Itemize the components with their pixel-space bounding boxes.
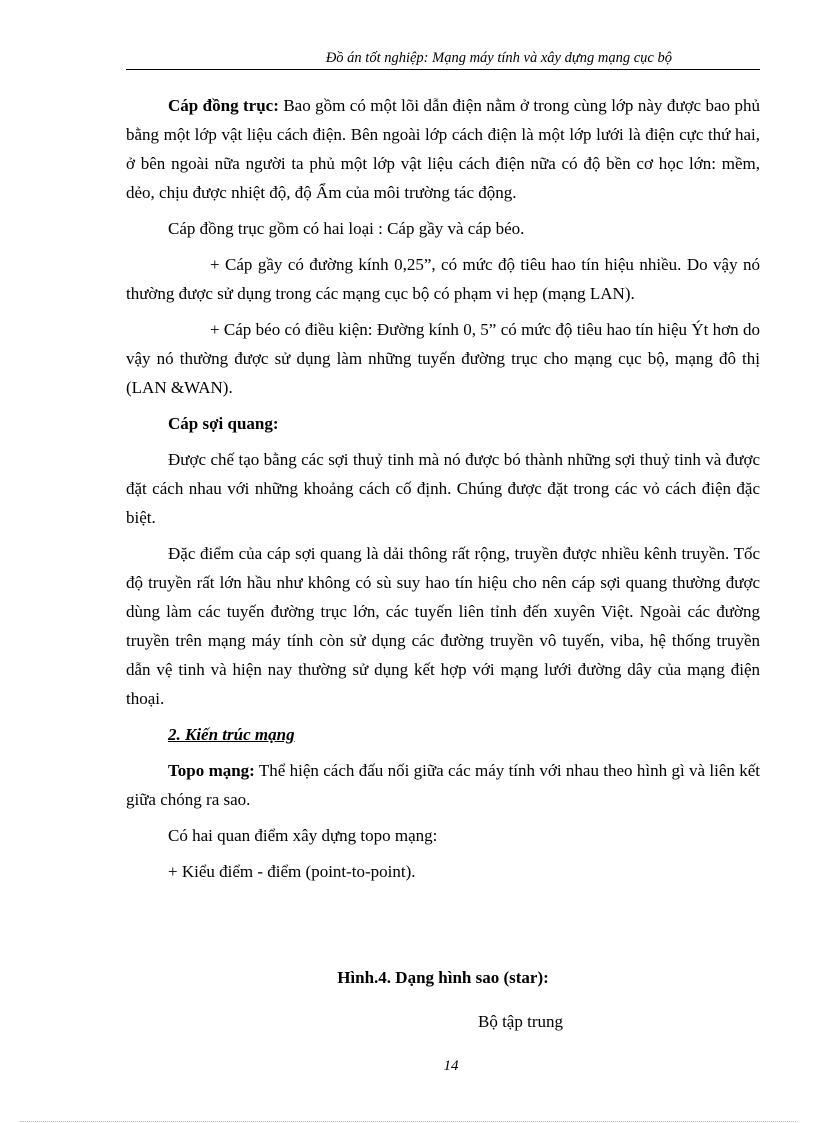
paragraph-coaxial-cable (126, 91, 760, 207)
figure-label-hub: Bộ tập trung (478, 1012, 563, 1031)
fiber-optic-heading: Cáp sợi quang: (168, 414, 279, 433)
paragraph-thick-cable: + Cáp béo có điều kiện: Đường kính 0, 5” có mức độ tiêu hao tín hiệu Ýt hơn do vậy nó thường được sử dụng làm những tuyến đường trục cho mạng cục bộ, mạng đô thị (LAN &WAN). (126, 320, 760, 397)
coaxial-cable-definition: Bao gồm có một lõi dẫn điện nằm ở trong cùng lớp này được bao phủ bằng một lớp vật liệu cách điện. Bên ngoài lớp cách điện là một lớp lưới là điện cực thứ hai, ở bên ngoài nữa người ta phủ một lớp vật liệu cách điện nữa có độ bền cơ học lớn: mềm, dẻo, chịu được nhiệt độ, độ Ẩm của môi trường tác động. (126, 96, 760, 202)
header-rule (126, 69, 760, 70)
paragraph-thin-cable: + Cáp gầy có đường kính 0,25”, có mức độ tiêu hao tín hiệu nhiều. Do vậy nó thường được sử dụng trong các mạng cục bộ có phạm vi hẹp (mạng LAN). (126, 255, 760, 303)
page-number: 14 (443, 1058, 459, 1074)
section-heading-text: 2. Kiến trúc mạng (168, 725, 295, 744)
coaxial-cable-term: Cáp đồng trục: (168, 96, 279, 115)
paragraph-topology (126, 756, 760, 814)
page-bottom-border (20, 1121, 796, 1122)
section-heading-network-architecture (126, 720, 760, 749)
running-header: Đồ án tốt nghiệp: Mạng máy tính và xây dựng mạng cục bộ (325, 50, 672, 66)
topology-definition: Thể hiện cách đấu nối giữa các máy tính với nhau theo hình gì và liên kết giữa chóng ra sao. (126, 761, 760, 809)
page-body (126, 91, 760, 893)
paragraph-fiber-features: Đặc điểm của cáp sợi quang là dải thông rất rộng, truyền được nhiều kênh truyền. Tốc độ truyền rất lớn hầu như không có sù suy hao tín hiệu cho nên cáp sợi quang thường được dùng làm các tuyến đường trục lớn, các tuyến liên tỉnh đến xuyên Việt. Ngoài các đường truyền trên mạng máy tính còn sử dụng các đường truyền vô tuyến, viba, hệ thống truyền dẫn vệ tinh và hiện nay thường sử dụng kết hợp với mạng lưới đường dây của mạng điện thoại. (126, 544, 760, 708)
paragraph-fiber-construction: Được chế tạo bằng các sợi thuỷ tinh mà nó được bó thành những sợi thuỷ tinh và được đặt cách nhau với những khoảng cách cố định. Chúng được đặt trong các vỏ cách điện đặc biệt. (126, 450, 760, 527)
figure-caption: Hình.4. Dạng hình sao (star): (337, 968, 549, 987)
paragraph-coaxial-types: Cáp đồng trục gồm có hai loại : Cáp gầy và cáp béo. (168, 219, 525, 238)
paragraph-topology-views: Có hai quan điểm xây dựng topo mạng: (168, 826, 438, 845)
paragraph-point-to-point: + Kiểu điểm - điểm (point-to-point). (168, 862, 416, 881)
topology-term: Topo mạng: (168, 761, 255, 780)
